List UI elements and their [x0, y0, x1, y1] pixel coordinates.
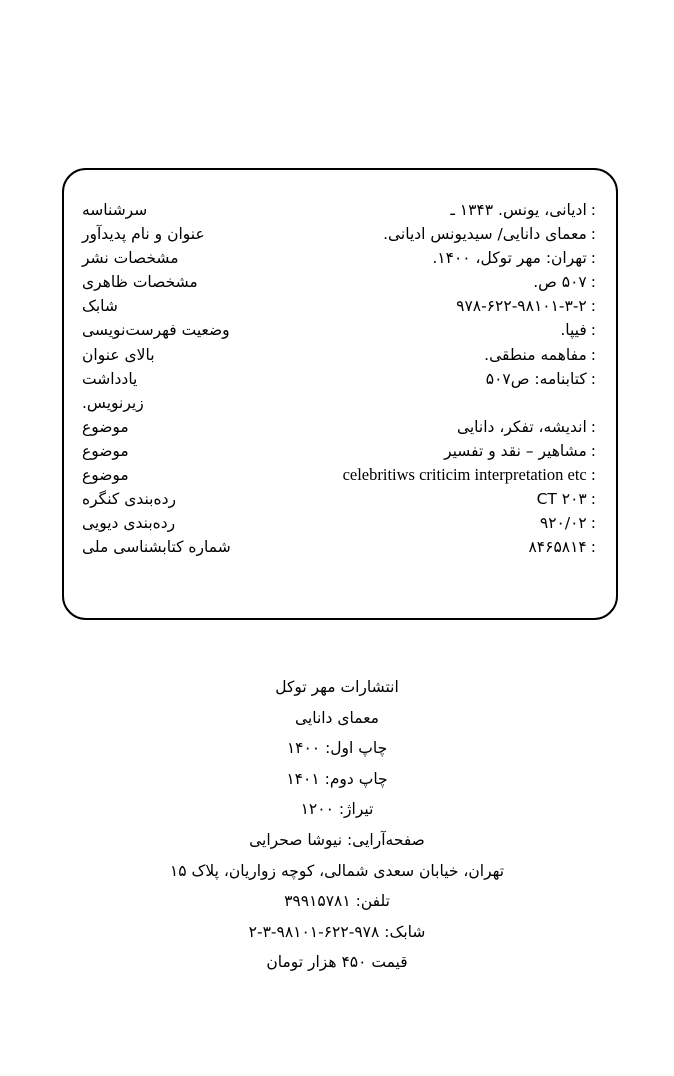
colophon-block: [0, 672, 674, 978]
colophon-line: انتشارات مهر توکل: [275, 678, 399, 696]
cip-row: [64, 198, 616, 222]
cip-row-value: [278, 511, 616, 535]
cip-row-value: [278, 198, 616, 222]
colophon-line: تهران، خیابان سعدی شمالی، کوچه زواریان، پلاک ۱۵: [169, 861, 505, 880]
cip-row-value-text: کتابنامه: ص۵۰۷: [485, 369, 587, 388]
cip-row-colon: :: [590, 225, 596, 244]
cip-row: [64, 391, 616, 415]
cip-row-value: [278, 415, 616, 439]
cip-row-value-text: ۵۰۷ ص.: [533, 273, 587, 292]
colophon-line: تلفن: ۳۹۹۱۵۷۸۱: [284, 892, 390, 911]
cip-row-value: [278, 439, 616, 463]
colophon-line: تیراژ: ۱۲۰۰: [300, 800, 374, 819]
cip-row-value-text: مشاهیر – نقد و تفسیر: [444, 441, 587, 460]
cip-row: [64, 222, 616, 246]
cip-row-value-text: ادیانی، یونس. ۱۳۴۳ ـ: [450, 201, 587, 219]
colophon-line: شابک: ۹۷۸-۶۲۲-۹۸۱۰۱-۳-۲: [248, 922, 426, 941]
cip-row: [64, 463, 616, 487]
cip-row-value: [278, 391, 616, 415]
cip-table-body: [64, 198, 616, 559]
cip-row-label: شابک: [82, 297, 118, 316]
cip-row-value: [278, 246, 616, 270]
cip-row-value: [278, 343, 616, 367]
cip-row-value: [278, 294, 616, 318]
cip-row-value-text: ۹۷۸-۶۲۲-۹۸۱۰۱-۳-۲: [456, 297, 587, 316]
cip-row: [64, 487, 616, 511]
cip-row: [64, 343, 616, 367]
cip-row-colon: :: [590, 514, 596, 533]
cip-row-colon: :: [590, 441, 596, 460]
cip-row-colon: :: [590, 490, 596, 509]
cip-row-label: رده‌بندی دیویی: [82, 514, 176, 533]
cip-row-colon: :: [590, 297, 596, 316]
cip-row-value: [278, 487, 616, 511]
cip-cataloguing-box: [62, 168, 618, 620]
cip-row-value-text: اندیشه، تفکر، دانایی: [456, 417, 587, 436]
cip-row-value: [278, 270, 616, 294]
cip-row-colon: :: [590, 345, 596, 364]
cip-row: [64, 511, 616, 535]
colophon-line: قیمت ۴۵۰ هزار تومان: [266, 953, 408, 972]
cip-row-value-text: مفاهمه منطقی.: [484, 345, 587, 364]
cip-row: [64, 318, 616, 342]
cip-row-label: مشخصات ظاهری: [82, 273, 198, 292]
cip-row-label: موضوع: [82, 441, 129, 460]
cip-row-label: بالای عنوان: [82, 345, 155, 364]
cip-row: [64, 270, 616, 294]
cip-row-value: [278, 535, 616, 559]
cip-row-value: [278, 463, 616, 487]
cip-row-colon: :: [590, 201, 596, 219]
cip-row-label: موضوع: [82, 466, 129, 485]
cip-row-colon: :: [590, 538, 596, 557]
cip-row-value-text: ۹۲۰/۰۲: [539, 514, 587, 533]
colophon-line: صفحه‌آرایی: نیوشا صحرایی: [249, 830, 425, 849]
cip-row: [64, 535, 616, 559]
cip-row-value-text: ۸۴۶۵۸۱۴: [528, 538, 587, 557]
cip-row-colon: :: [590, 321, 596, 340]
colophon-line: چاپ اول: ۱۴۰۰: [286, 739, 388, 758]
colophon-line: معمای دانایی: [294, 708, 379, 727]
cip-row-label: وضعیت فهرست‌نویسی: [82, 321, 230, 340]
colophon-line: چاپ دوم: ۱۴۰۱: [286, 769, 388, 788]
cip-row-label: زیرنویس.: [82, 393, 144, 412]
cip-row-label: موضوع: [82, 417, 129, 436]
cip-row-value: [278, 367, 616, 391]
cip-row-label: یادداشت: [82, 369, 138, 388]
cip-row-label: عنوان و نام پدیدآور: [82, 225, 205, 244]
cip-row-value-text: تهران: مهر توکل، ۱۴۰۰.: [432, 249, 587, 268]
cip-row-value: [278, 318, 616, 342]
cip-row-value-text: فیپا.: [560, 321, 587, 340]
cip-row: [64, 246, 616, 270]
cip-row-value-text: CT ۲۰۳: [536, 490, 587, 509]
cip-row: [64, 294, 616, 318]
cip-row-label: مشخصات نشر: [82, 249, 179, 268]
cip-row-label: رده‌بندی کنگره: [82, 490, 176, 509]
cip-row-colon: :: [590, 417, 596, 436]
cip-row-colon: :: [590, 249, 596, 268]
cip-row-value-text: celebritiws criticim interpretation etc: [342, 465, 587, 485]
cip-row-colon: :: [590, 369, 596, 388]
cip-row: [64, 439, 616, 463]
cip-row-label: سرشناسه: [82, 201, 148, 219]
cip-table: [64, 198, 616, 559]
cip-row-value: [278, 222, 616, 246]
cip-row-colon: :: [590, 273, 596, 292]
cip-row: [64, 415, 616, 439]
cip-row-colon: :: [590, 466, 596, 485]
cip-row-label: شماره کتابشناسی ملی: [82, 538, 231, 557]
cip-row: [64, 367, 616, 391]
cip-row-value-text: معمای دانایی/ سیدیونس ادیانی.: [383, 225, 587, 244]
